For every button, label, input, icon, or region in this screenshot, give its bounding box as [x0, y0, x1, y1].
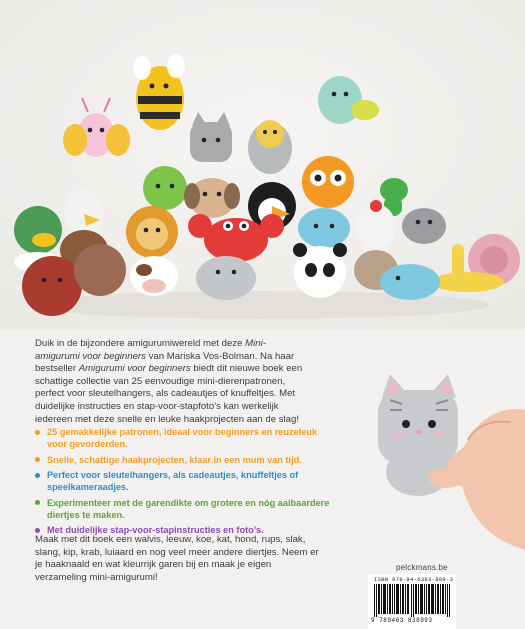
- publisher-url: pelckmans.be: [396, 563, 448, 572]
- isbn-label: ISBN 978-94-6383-899-3: [374, 576, 454, 583]
- feature-list: [35, 426, 335, 540]
- feature-item: Perfect voor sleutelhangers, als cadeautjes, knuffeltjes of speelkameraadjes.: [35, 469, 335, 493]
- book-title-italic: Mini-amigurumi voor beginners: [35, 338, 266, 362]
- whale-figure: [380, 264, 440, 300]
- caterpillar-figure: [143, 166, 187, 210]
- previous-book-title-italic: Amigurumi voor beginners: [78, 363, 191, 375]
- intro-text-1: Duik in de bijzondere amigurumiwereld met deze: [35, 338, 246, 349]
- barcode-digits: 9 789463 838993: [371, 617, 433, 624]
- hand-holding-cat-photo: [350, 360, 525, 570]
- koala-figure: [298, 208, 350, 248]
- feature-item: Experimenteer met de garendikte om grotere en nóg aaibaardere diertjes te maken.: [35, 497, 335, 521]
- panda-figure: [293, 243, 347, 298]
- lion-figure: [126, 206, 178, 258]
- seal-figure: [196, 256, 256, 300]
- hippo-figure: [402, 208, 446, 244]
- intro-text-2: van Mariska Vos-Bolman. Na haar bestseller: [35, 350, 295, 375]
- outro-paragraph: Maak met dit boek een walvis, leeuw, koe, kat, hond, rups, slak, slang, kip, krab, luiaard en nog veel meer andere diertjes. Neem er je haaknaald en wat kleurrijk garen bij en maak je eigen verzameling mini-amigurumi!: [35, 534, 319, 583]
- intro-paragraph: [35, 338, 305, 426]
- feature-item: Snelle, schattige haakprojecten, klaar in een mum van tijd.: [35, 454, 335, 466]
- barcode-bars: [374, 584, 450, 617]
- intro-text-3: biedt dit nieuwe boek een schattige collectie van 25 eenvoudige mini-dierenpatronen, perfect voor sleutelhangers, als cadeautjes of knuffeltjes. Met duidelijke instructies en stap-voor-stapfoto’s kan werkelijk iedereen met deze snelle en leuke haakprojecten aan de slag!: [35, 363, 303, 425]
- owl-figure: [302, 156, 354, 208]
- feature-item: Met duidelijke stap-voor-stapinstructies en foto’s.: [35, 524, 335, 536]
- feature-item: 25 gemakkelijke patronen, ideaal voor beginners en reuzeleuk voor gevorderden.: [35, 426, 335, 450]
- isbn-barcode: [368, 574, 456, 629]
- cow-figure: [130, 256, 178, 296]
